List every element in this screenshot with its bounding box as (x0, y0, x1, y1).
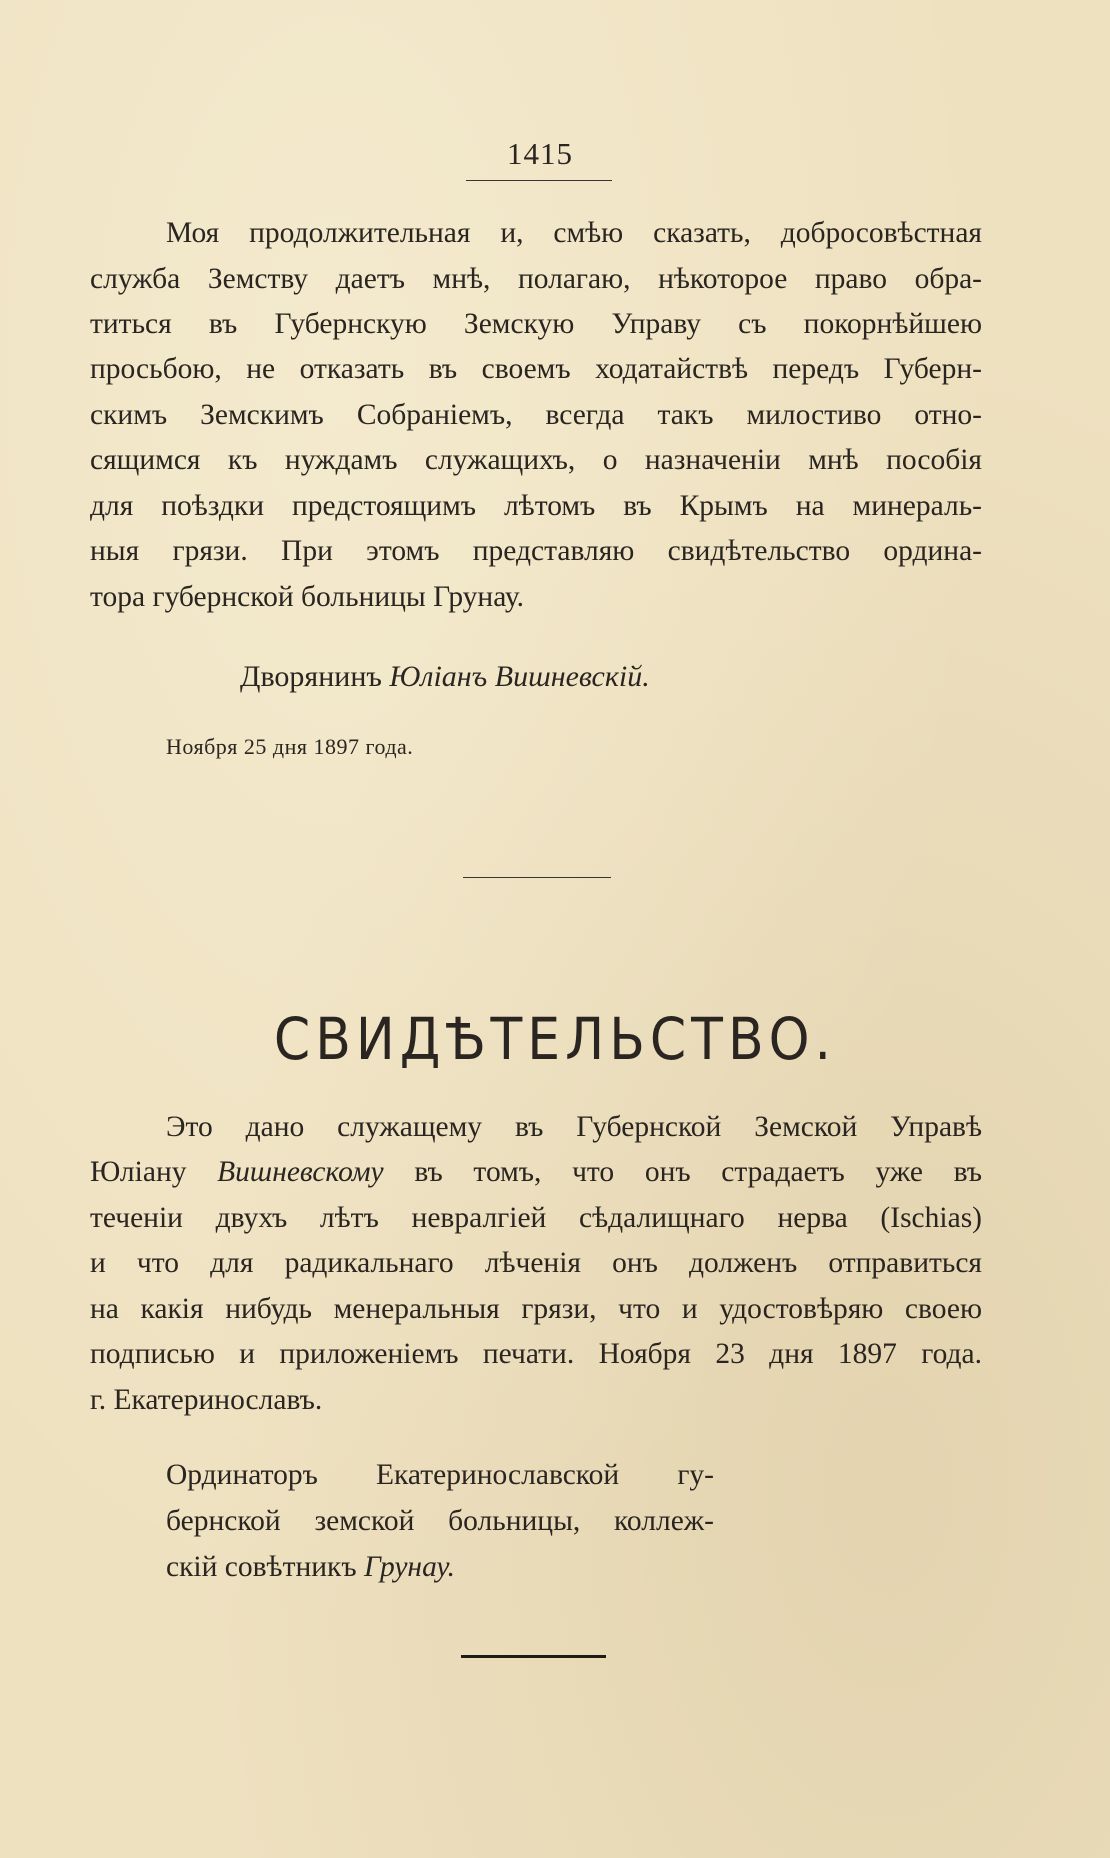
signer-title: скій совѣтникъ (166, 1551, 357, 1583)
signature-name: Юліанъ Вишневскій. (389, 660, 650, 693)
certificate-line: и что для радикальнаго лѣченія онъ долженъ отправиться (90, 1247, 982, 1279)
certificate-line: на какія нибудь менеральныя грязи, что и удостовѣряю своею (90, 1293, 982, 1325)
certificate-line: Это дано служащему въ Губернской Земской Управѣ (166, 1111, 982, 1143)
petition-line: титься въ Губернскую Земскую Управу съ покорнѣйшею (90, 308, 982, 340)
petition-line: сящимся къ нуждамъ служащихъ, о назначеніи мнѣ пособія (90, 444, 982, 476)
certificate-heading: СВИДѢТЕЛЬСТВО. (273, 1006, 837, 1074)
certificate-line: г. Екатеринославъ. (90, 1384, 323, 1416)
page-number: 1415 (507, 136, 573, 171)
petition-line: тора губернской больницы Грунау. (90, 581, 524, 613)
petition-line: для поѣздки предстоящимъ лѣтомъ въ Крымъ на минераль- (90, 490, 982, 522)
petition-signature (240, 660, 650, 694)
certificate-line: теченіи двухъ лѣтъ невралгіей сѣдалищнаго нерва (Ischias) (90, 1202, 982, 1234)
petition-line: Моя продолжительная и, смѣю сказать, добросовѣстная (166, 217, 982, 249)
signer-name: Грунау. (364, 1551, 456, 1583)
petition-line: ныя грязи. При этомъ представляю свидѣтельство ордина- (90, 535, 982, 567)
end-rule (461, 1655, 606, 1658)
header-rule (466, 180, 612, 181)
recipient-surname: Вишневскому (217, 1156, 384, 1188)
signature-line: бернской земской больницы, коллеж- (166, 1505, 714, 1537)
petition-line: скимъ Земскимъ Собраніемъ, всегда такъ милостиво отно- (90, 399, 982, 431)
petition-line: просьбою, не отказать въ своемъ ходатайствѣ передъ Губерн- (90, 353, 982, 385)
certificate-line-rest: въ томъ, что онъ страдаетъ уже въ (414, 1156, 983, 1188)
section-divider (463, 877, 611, 878)
certificate-line: подписью и приложеніемъ печати. Ноября 23 дня 1897 года. (90, 1338, 982, 1370)
recipient-first-name: Юліану (90, 1156, 187, 1188)
signature-title: Дворянинъ (240, 660, 382, 693)
petition-line: служба Земству даетъ мнѣ, полагаю, нѣкоторое право обра- (90, 263, 982, 295)
petition-date: Ноября 25 дня 1897 года. (166, 734, 414, 759)
signature-line: Ординаторъ Екатеринославской гу- (166, 1459, 714, 1491)
signature-line (166, 1545, 714, 1589)
certificate-line (90, 1150, 982, 1194)
